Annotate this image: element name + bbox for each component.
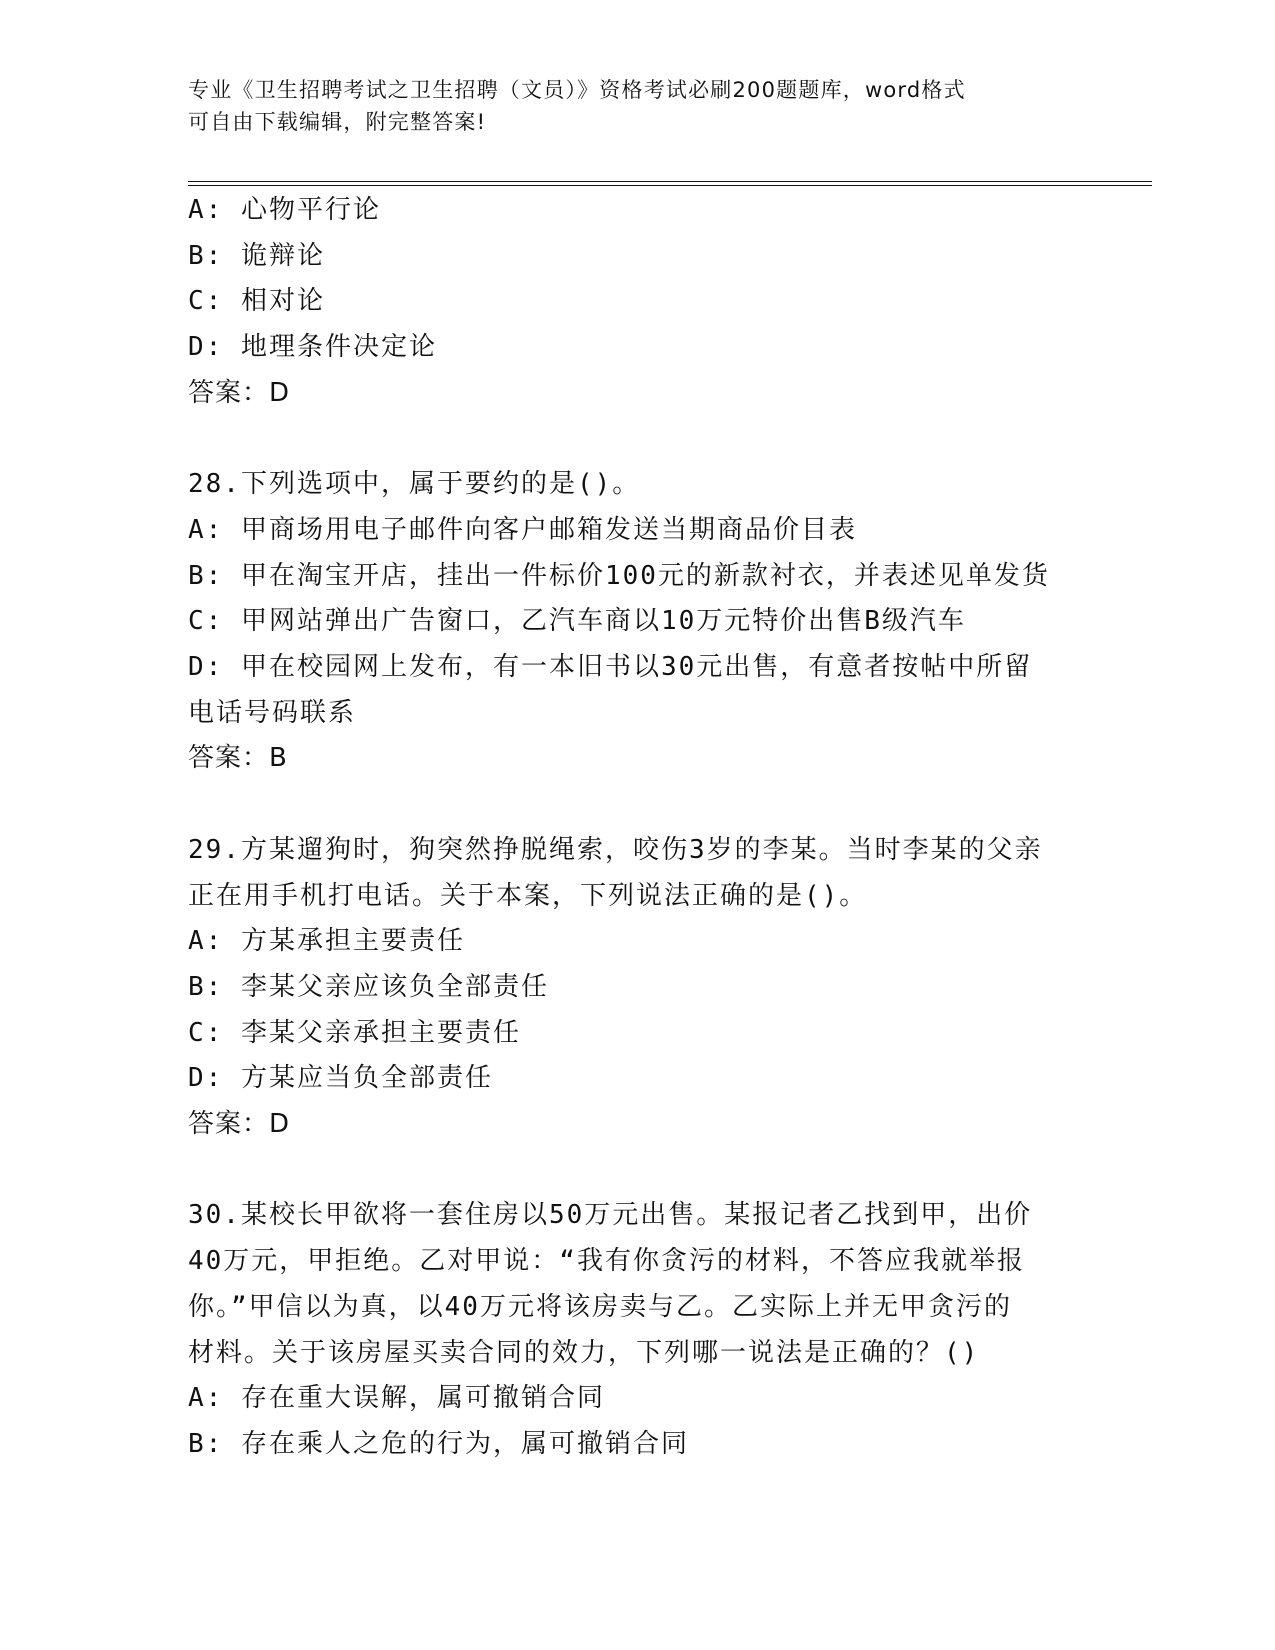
q27-option-d: D: 地理条件决定论	[188, 332, 437, 363]
document-header	[188, 74, 1068, 138]
q28-stem: 28.下列选项中，属于要约的是()。	[188, 469, 641, 500]
question-list	[188, 188, 1088, 1468]
header-title-line-2: 可自由下载编辑，附完整答案!	[188, 110, 487, 134]
q28-option-b: B: 甲在淘宝开店，挂出一件标价100元的新款衬衣，并表述见单发货	[188, 560, 1050, 591]
q29-stem-line-1: 29.方某遛狗时，狗突然挣脱绳索，咬伤3岁的李某。当时李某的父亲	[188, 834, 1043, 865]
header-divider-top	[188, 181, 1152, 182]
q28-option-d-line-1: D: 甲在校园网上发布，有一本旧书以30元出售，有意者按帖中所留	[188, 652, 1033, 683]
q29-option-a: A: 方某承担主要责任	[188, 926, 465, 957]
q27-answer: 答案：D	[188, 377, 291, 408]
q29-option-c: C: 李某父亲承担主要责任	[188, 1017, 521, 1048]
q30-option-a: A: 存在重大误解，属可撤销合同	[188, 1383, 605, 1414]
header-title-line-1: 专业《卫生招聘考试之卫生招聘（文员）》资格考试必刷200题题库，word格式	[188, 78, 966, 102]
q27-option-a: A: 心物平行论	[188, 195, 381, 225]
q28-answer: 答案：B	[188, 743, 288, 774]
q30-stem-line-2: 40万元，甲拒绝。乙对甲说：“我有你贪污的材料，不答应我就举报	[188, 1246, 1025, 1277]
spacer	[188, 1148, 1088, 1194]
q30-stem-line-1: 30.某校长甲欲将一套住房以50万元出售。某报记者乙找到甲，出价	[188, 1200, 1033, 1231]
q29-stem-line-2: 正在用手机打电话。关于本案，下列说法正确的是()。	[188, 880, 868, 911]
q30-option-b: B: 存在乘人之危的行为，属可撤销合同	[188, 1428, 689, 1459]
header-divider-bottom	[188, 185, 1152, 186]
question-29	[188, 828, 1088, 1148]
q28-option-a: A: 甲商场用电子邮件向客户邮箱发送当期商品价目表	[188, 514, 857, 545]
q29-option-d: D: 方某应当负全部责任	[188, 1063, 493, 1094]
q28-option-d-line-2: 电话号码联系	[188, 697, 357, 728]
q28-option-c: C: 甲网站弹出广告窗口，乙汽车商以10万元特价出售B级汽车	[188, 606, 966, 637]
q30-stem-line-3: 你。”甲信以为真，以40万元将该房卖与乙。乙实际上并无甲贪污的	[188, 1291, 1012, 1322]
q27-option-c: C: 相对论	[188, 286, 325, 317]
spacer	[188, 417, 1088, 463]
q29-option-b: B: 李某父亲应该负全部责任	[188, 971, 549, 1002]
spacer	[188, 782, 1088, 828]
q27-option-b: B: 诡辩论	[188, 240, 325, 271]
question-28	[188, 462, 1088, 782]
q29-answer: 答案：D	[188, 1109, 291, 1140]
question-30	[188, 1193, 1088, 1467]
q30-stem-line-4: 材料。关于该房屋买卖合同的效力，下列哪一说法是正确的？()	[188, 1337, 980, 1368]
question-27-options	[188, 188, 1088, 417]
